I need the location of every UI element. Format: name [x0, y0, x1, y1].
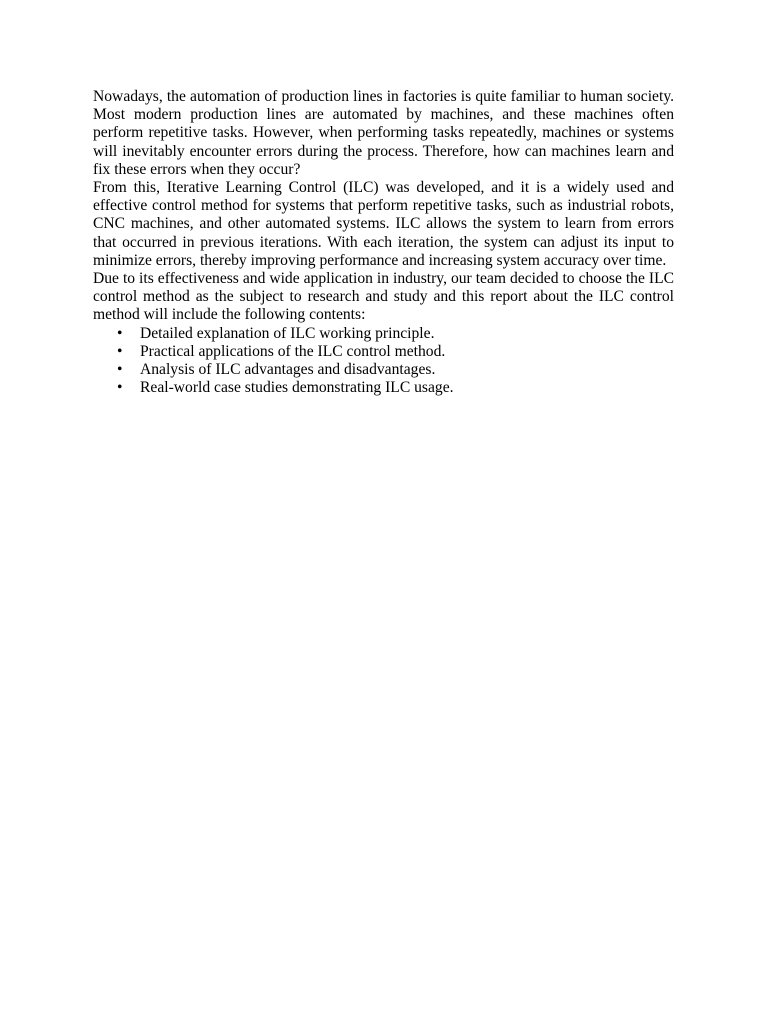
ilc-definition-paragraph: From this, Iterative Learning Control (ILC) was developed, and it is a widely used and effective control method for systems that perform repetitive tasks, such as industrial robots, CNC machines, and other automated systems. ILC allows the system to learn from errors that occurred in previous iterations. With each iteration, the system can adjust its input to minimize errors, thereby improving performance and increasing system accuracy over time. — [93, 179, 674, 269]
bullet-icon: • — [117, 361, 123, 379]
bullet-icon: • — [117, 342, 123, 360]
contents-bullet-list — [93, 325, 674, 398]
list-item-text: Practical applications of the ILC control method. — [140, 342, 446, 360]
bullet-icon: • — [117, 324, 123, 342]
list-item — [93, 343, 674, 361]
list-item-text: Detailed explanation of ILC working principle. — [140, 324, 435, 342]
list-item-text: Real-world case studies demonstrating ILC usage. — [140, 379, 454, 397]
list-item — [93, 361, 674, 379]
intro-paragraph: Nowadays, the automation of production lines in factories is quite familiar to human society. Most modern production lines are automated by machines, and these machines often perform repetitive tasks. However, when performing tasks repeatedly, machines or systems will inevitably encounter errors during the process. Therefore, how can machines learn and fix these errors when they occur? — [93, 88, 674, 178]
list-item-text: Analysis of ILC advantages and disadvantages. — [140, 361, 436, 379]
bullet-icon: • — [117, 379, 123, 397]
list-item — [93, 325, 674, 343]
report-scope-paragraph: Due to its effectiveness and wide application in industry, our team decided to choose the ILC control method as the subject to research and study and this report about the ILC control method will include the following contents: — [93, 270, 674, 324]
list-item — [93, 379, 674, 397]
document-page — [93, 88, 674, 397]
